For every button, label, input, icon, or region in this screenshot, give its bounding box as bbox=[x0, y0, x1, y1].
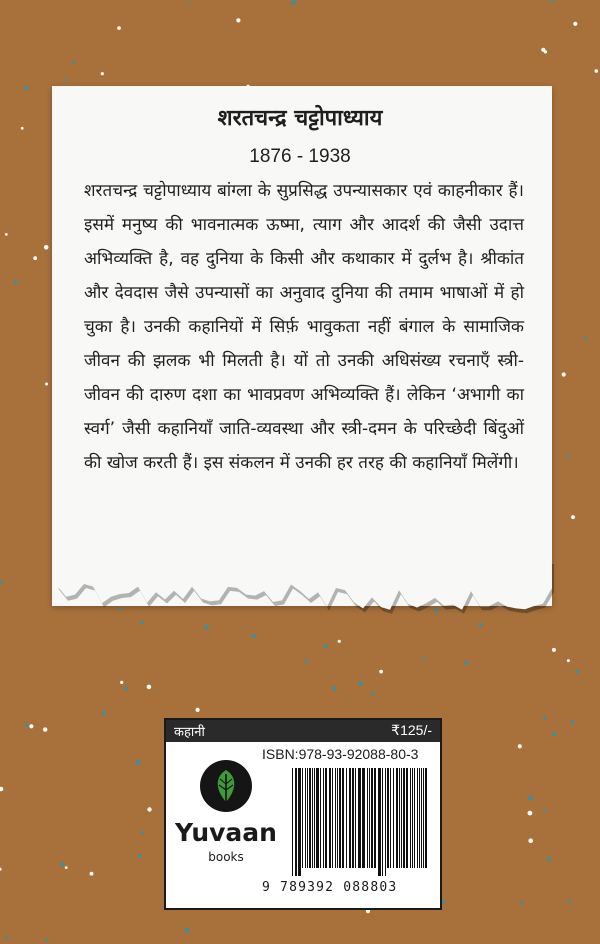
speckle-dot bbox=[379, 670, 383, 674]
price-isbn-box bbox=[164, 718, 442, 910]
speckle-dot bbox=[102, 711, 106, 715]
speckle-dot bbox=[358, 681, 363, 686]
speckle-dot bbox=[291, 1, 296, 6]
speckle-dot bbox=[324, 644, 328, 648]
speckle-dot bbox=[541, 48, 545, 52]
speckle-dot bbox=[147, 807, 151, 811]
speckle-dot bbox=[573, 22, 577, 26]
speckle-dot bbox=[72, 61, 75, 64]
speckle-dot bbox=[423, 658, 426, 661]
speckle-dot bbox=[520, 901, 523, 904]
speckle-dot bbox=[141, 831, 144, 834]
speckle-dot bbox=[29, 724, 33, 728]
speckle-dot bbox=[338, 640, 341, 643]
speckle-dot bbox=[64, 79, 67, 82]
speckle-dot bbox=[566, 454, 569, 457]
speckle-dot bbox=[595, 69, 599, 73]
speckle-dot bbox=[528, 838, 533, 843]
publisher-subtitle: books bbox=[208, 850, 244, 864]
book-blurb: शरतचन्द्र चट्टोपाध्याय बांग्ला के सुप्रसिद्ध उपन्यासकार एवं काहनीकार हैं। इसमें मनुष्य की भावनात्मक ऊष्मा, त्याग और आदर्श की जैसी उदात्त अभिव्यक्ति है, वह दुनिया के किसी और कथाकार में दुर्लभ है। श्रीकांत और देवदास जैसे उपन्यासों का अनुवाद दुनिया की तमाम भाषाओं में हो चुका है। उनकी कहानियों में सिर्फ़ भावुकता नहीं बंगाल के सामाजिक जीवन की झलक भी मिलती है। यों तो उनकी अधिसंख्य रचनाएँ स्त्री-जीवन की दारुण दशा का भावप्रवण अभिव्यक्ति हैं। लेकिन ‘अभागी का स्वर्ग’ जैसी कहानियाँ जाति-व्यवस्था और स्त्री-दमन के परिच्छेदी बिंदुओं की खोज करती हैं। इस संकलन में उनकी हर तरह की कहानियाँ मिलेंगी। bbox=[84, 181, 524, 473]
speckle-dot bbox=[6, 936, 9, 939]
speckle-dot bbox=[124, 687, 128, 691]
speckle-dot bbox=[43, 727, 47, 731]
speckle-dot bbox=[120, 681, 123, 684]
speckle-dot bbox=[528, 796, 533, 801]
speckle-dot bbox=[90, 872, 94, 876]
speckle-dot bbox=[14, 280, 18, 284]
speckle-dot bbox=[187, 3, 190, 6]
speckle-dot bbox=[0, 868, 2, 871]
speckle-dot bbox=[547, 857, 551, 861]
speckle-dot bbox=[567, 659, 570, 662]
speckle-dot bbox=[5, 233, 8, 236]
speckle-dot bbox=[568, 900, 571, 903]
speckle-dot bbox=[571, 515, 575, 519]
author-years: 1876 - 1938 bbox=[249, 146, 351, 167]
torn-paper-edge bbox=[0, 560, 600, 640]
speckle-dot bbox=[44, 245, 49, 250]
isbn-label: ISBN:978-93-92088-80-3 bbox=[262, 746, 419, 762]
genre-label: कहानी bbox=[174, 725, 205, 740]
info-header-bar bbox=[166, 720, 440, 742]
speckle-dot bbox=[25, 86, 29, 90]
speckle-dot bbox=[552, 732, 556, 736]
speckle-dot bbox=[543, 809, 546, 812]
speckle-dot bbox=[136, 760, 141, 765]
price-label: ₹125/- bbox=[391, 722, 432, 738]
speckle-dot bbox=[332, 686, 337, 691]
speckle-dot bbox=[117, 26, 121, 30]
speckle-dot bbox=[575, 670, 579, 674]
speckle-dot bbox=[138, 854, 142, 858]
speckle-dot bbox=[196, 708, 200, 712]
barcode-digits: 9 789392 088803 bbox=[262, 880, 398, 895]
speckle-dot bbox=[543, 717, 546, 720]
speckle-dot bbox=[464, 661, 468, 665]
speckle-dot bbox=[236, 18, 240, 22]
speckle-dot bbox=[584, 336, 587, 339]
barcode bbox=[290, 768, 432, 876]
speckle-dot bbox=[60, 862, 64, 866]
author-name: शरतचन्द्र चट्टोपाध्याय bbox=[217, 106, 383, 131]
speckle-dot bbox=[552, 648, 556, 652]
leaf-icon bbox=[200, 760, 252, 812]
speckle-dot bbox=[371, 692, 374, 695]
speckle-dot bbox=[551, 0, 554, 3]
speckle-dot bbox=[45, 383, 48, 386]
speckle-dot bbox=[562, 372, 566, 376]
speckle-dot bbox=[185, 928, 190, 933]
publisher-name: Yuvaan bbox=[175, 818, 277, 847]
speckle-dot bbox=[528, 811, 533, 816]
speckle-dot bbox=[45, 939, 48, 942]
speckle-dot bbox=[147, 685, 152, 690]
publisher-logo bbox=[200, 760, 252, 812]
speckle-dot bbox=[518, 744, 522, 748]
speckle-dot bbox=[0, 787, 3, 792]
speckle-dot bbox=[65, 866, 68, 869]
speckle-dot bbox=[25, 723, 28, 726]
speckle-dot bbox=[101, 72, 104, 75]
speckle-dot bbox=[33, 256, 37, 260]
speckle-dot bbox=[305, 660, 308, 663]
speckle-dot bbox=[571, 720, 575, 724]
